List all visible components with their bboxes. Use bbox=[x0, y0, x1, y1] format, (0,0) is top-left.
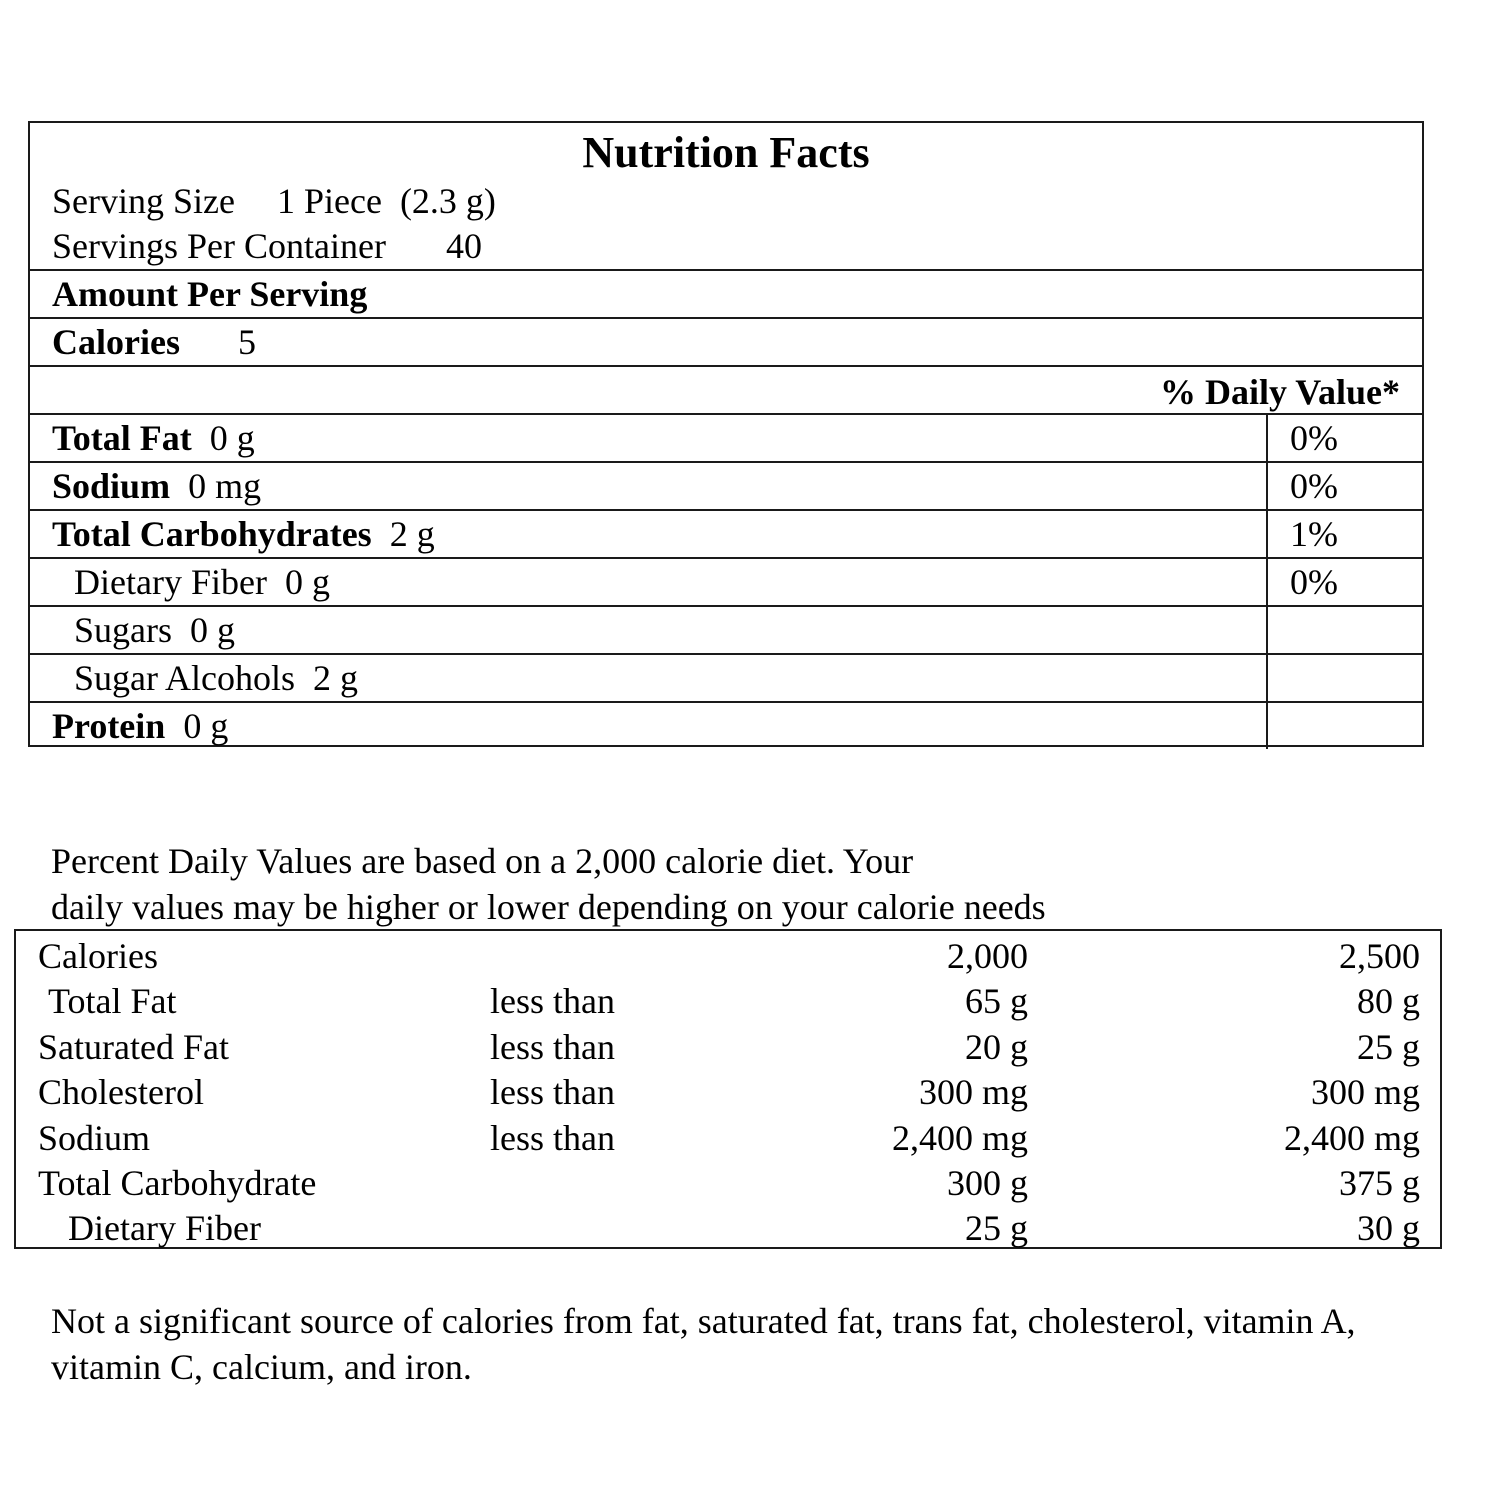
dv-name: Total Fat bbox=[48, 981, 177, 1021]
dv-value-2000: 20 g bbox=[965, 1027, 1028, 1067]
dv-value-2500: 375 g bbox=[1339, 1163, 1420, 1203]
nutrient-percent bbox=[1266, 655, 1422, 701]
dv-name: Dietary Fiber bbox=[68, 1208, 261, 1248]
dv-qualifier: less than bbox=[490, 1118, 615, 1158]
nutrient-amount: 0 g bbox=[284, 562, 330, 602]
nutrition-facts-title: Nutrition Facts bbox=[582, 128, 870, 177]
dv-value-2500: 300 mg bbox=[1310, 1072, 1420, 1112]
nutrient-percent: 1% bbox=[1266, 511, 1422, 557]
nutrient-row bbox=[30, 557, 1422, 605]
nutrient-row bbox=[30, 413, 1422, 461]
dv-name: Saturated Fat bbox=[38, 1027, 229, 1067]
dv-value-2500: 25 g bbox=[1357, 1027, 1420, 1067]
nutrient-amount: 0 g bbox=[183, 706, 229, 746]
calories-row bbox=[30, 317, 1422, 365]
dv-qualifier: less than bbox=[490, 981, 615, 1021]
nutrient-percent: 0% bbox=[1266, 463, 1422, 509]
nutrient-row bbox=[30, 509, 1422, 557]
dv-row bbox=[16, 1115, 1440, 1161]
dv-value-2500: 2,400 mg bbox=[1283, 1118, 1420, 1158]
daily-value-header-row bbox=[30, 365, 1422, 413]
amount-per-serving-row bbox=[30, 269, 1422, 317]
nutrient-row bbox=[30, 461, 1422, 509]
dv-qualifier: less than bbox=[490, 1027, 615, 1067]
nutrient-name: Total Carbohydrates bbox=[52, 514, 372, 554]
servings-per-container-label: Servings Per Container bbox=[52, 226, 386, 266]
nutrient-name: Sodium bbox=[52, 466, 171, 506]
nutrient-amount: 0 mg bbox=[188, 466, 262, 506]
dv-value-2000: 2,000 bbox=[947, 936, 1028, 976]
nutrient-name: Dietary Fiber bbox=[74, 562, 267, 602]
daily-value-header: % Daily Value* bbox=[1159, 372, 1400, 412]
calories-value: 5 bbox=[237, 322, 256, 362]
dv-value-2000: 300 mg bbox=[918, 1072, 1028, 1112]
dv-qualifier: less than bbox=[490, 1072, 615, 1112]
dv-name: Calories bbox=[38, 936, 158, 976]
dv-name: Sodium bbox=[38, 1118, 151, 1158]
nutrient-row bbox=[30, 701, 1422, 749]
servings-per-container-value: 40 bbox=[445, 226, 482, 266]
serving-size-value: 1 Piece (2.3 g) bbox=[276, 181, 496, 221]
dv-value-2000: 300 g bbox=[947, 1163, 1028, 1203]
dv-value-2500: 30 g bbox=[1357, 1208, 1420, 1248]
dv-value-2500: 2,500 bbox=[1339, 936, 1420, 976]
daily-values-table bbox=[14, 929, 1442, 1249]
calories-label: Calories bbox=[52, 322, 180, 362]
nutrient-name: Sugars bbox=[74, 610, 172, 650]
footnote-line: Percent Daily Values are based on a 2,000 calorie diet. Your bbox=[51, 841, 914, 881]
nutrient-amount: 0 g bbox=[190, 610, 235, 650]
dv-row bbox=[16, 1069, 1440, 1115]
dv-row bbox=[16, 978, 1440, 1024]
dv-value-2000: 25 g bbox=[965, 1208, 1028, 1248]
nutrient-row bbox=[30, 653, 1422, 701]
servings-per-container-line bbox=[52, 226, 482, 266]
dv-name: Cholesterol bbox=[38, 1072, 204, 1112]
serving-size-line bbox=[52, 181, 496, 221]
dv-value-2000: 2,400 mg bbox=[891, 1118, 1028, 1158]
serving-size-label: Serving Size bbox=[52, 181, 235, 221]
dv-row bbox=[16, 933, 1440, 979]
dv-row bbox=[16, 1205, 1440, 1251]
dv-name: Total Carbohydrate bbox=[38, 1163, 317, 1203]
footnote-line: daily values may be higher or lower depending on your calorie needs bbox=[51, 887, 1046, 927]
disclaimer-line: vitamin C, calcium, and iron. bbox=[51, 1347, 472, 1387]
nutrient-amount: 2 g bbox=[389, 514, 435, 554]
nutrient-amount: 2 g bbox=[313, 658, 358, 698]
dv-value-2500: 80 g bbox=[1357, 981, 1420, 1021]
dv-row bbox=[16, 1024, 1440, 1070]
dv-value-2000: 65 g bbox=[965, 981, 1028, 1021]
nutrient-percent bbox=[1266, 703, 1422, 749]
nutrient-name: Protein bbox=[52, 706, 166, 746]
nutrition-facts-panel bbox=[28, 121, 1424, 747]
amount-per-serving-label: Amount Per Serving bbox=[52, 274, 368, 314]
nutrient-percent: 0% bbox=[1266, 415, 1422, 461]
nutrient-percent: 0% bbox=[1266, 559, 1422, 605]
nutrient-percent bbox=[1266, 607, 1422, 653]
nutrient-row bbox=[30, 605, 1422, 653]
nutrient-amount: 0 g bbox=[209, 418, 255, 458]
nutrient-name: Total Fat bbox=[52, 418, 192, 458]
nutrient-name: Sugar Alcohols bbox=[74, 658, 295, 698]
disclaimer-line: Not a significant source of calories from fat, saturated fat, trans fat, cholesterol, vitamin A, bbox=[51, 1301, 1356, 1341]
dv-row bbox=[16, 1160, 1440, 1206]
